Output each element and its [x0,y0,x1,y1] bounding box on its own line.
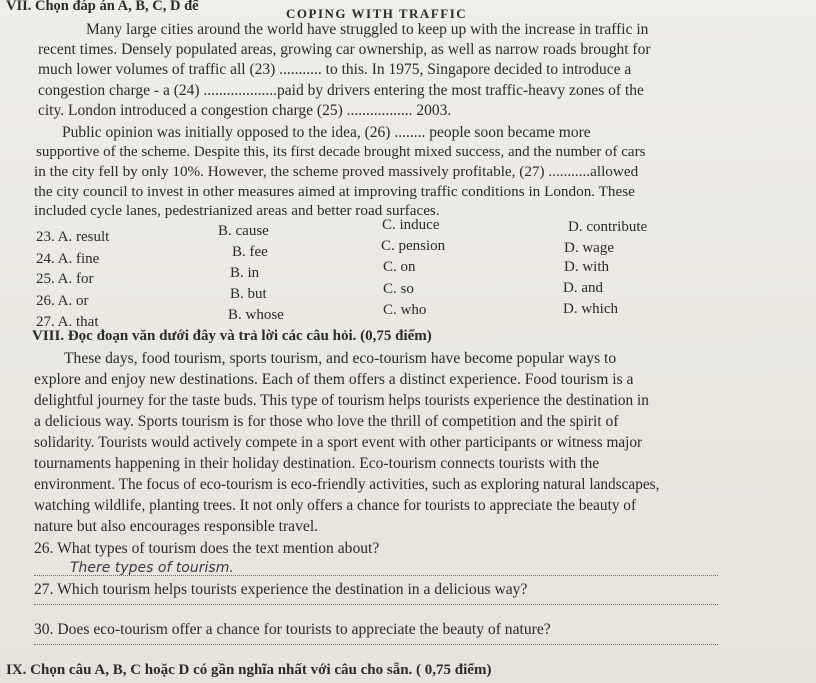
passage8-line: environment. The focus of eco-tourism is eco-friendly activities, such as exploring natural landscapes, [34,476,660,493]
option-b: B. cause [218,223,269,239]
passage7-line: congestion charge - a (24) ...................paid by drivers entering the most traffic-heavy zones of the [38,82,644,99]
handwritten-answer: There types of tourism. [70,560,234,576]
passage-title: COPING WITH TRAFFIC [286,6,468,21]
passage7-line: the city council to invest in other measures aimed at improving traffic conditions in London. These [34,183,635,200]
option-c: C. pension [381,238,446,254]
option-c: C. on [383,259,416,275]
passage7-line: recent times. Densely populated areas, growing car ownership, as well as narrow roads brought for [38,41,651,58]
answer-line[interactable] [34,604,718,605]
option-b: B. in [230,265,260,281]
question-text: 26. What types of tourism does the text mention about? [34,540,380,557]
option-b: B. fee [232,244,268,260]
passage7-line: Public opinion was initially opposed to the idea, (26) ........ people soon became more [62,124,591,141]
passage8-line: solidarity. Tourists would actively compete in a sport event with other participants or witness major [34,434,643,451]
option-d: D. wage [564,240,614,256]
section9-title: IX. Chọn câu A, B, C hoặc D có gần nghĩa nhất với câu cho sẵn. ( 0,75 điểm) [6,662,492,678]
passage8-line: tournaments happening in their holiday destination. Eco-tourism connects tourists with the [34,455,600,472]
passage8-line: a delicious way. Sports tourism is for those who love the thrill of competition and the spirit of [34,413,619,430]
answer-line[interactable] [34,644,718,645]
passage7-line: Many large cities around the world have struggled to keep up with the increase in traffic in [86,21,649,38]
option-d: D. contribute [568,219,648,235]
passage8-line: These days, food tourism, sports tourism, and eco-tourism have become popular ways to [64,350,617,367]
question-text: 30. Does eco-tourism offer a chance for tourists to appreciate the beauty of nature? [34,621,551,638]
passage8-line: delightful journey for the taste buds. This type of tourism helps tourists experience the destination in [34,392,649,409]
option-a: 27. A. that [36,314,99,330]
section7-title: VII. Chọn đáp án A, B, C, D để [6,0,199,14]
option-a: 26. A. or [36,293,89,309]
passage8-line: explore and enjoy new destinations. Each of them offers a distinct experience. Food tourism is a [34,371,634,388]
option-b: B. but [230,286,267,302]
option-a: 25. A. for [36,271,94,287]
passage7-line: supportive of the scheme. Despite this, its first decade brought mixed success, and the number of cars [36,144,646,160]
option-c: C. so [383,281,414,297]
answer-line[interactable] [34,575,718,576]
passage8-line: nature but also encourages responsible travel. [34,518,319,535]
question-text: 27. Which tourism helps tourists experience the destination in a delicious way? [34,581,528,598]
option-a: 24. A. fine [36,251,100,267]
option-b: B. whose [228,307,284,323]
passage7-line: city. London introduced a congestion charge (25) ................. 2003. [38,102,452,119]
option-c: C. induce [382,217,440,233]
passage7-line: in the city fell by only 10%. However, the scheme proved massively profitable, (27) ...........allowed [34,163,639,180]
passage7-line: much lower volumes of traffic all (23) ........... to this. In 1975, Singapore decided to introduce a [38,61,632,78]
option-c: C. who [383,302,427,318]
option-a: 23. A. result [36,229,110,245]
passage8-line: watching wildlife, planting trees. It not only offers a chance for tourists to appreciate the beauty of [34,497,637,514]
option-d: D. with [564,259,609,275]
option-d: D. which [563,301,618,317]
option-d: D. and [563,280,603,296]
passage7-line: included cycle lanes, pedestrianized areas and better road surfaces. [34,202,440,219]
section8-title: VIII. Đọc đoạn văn dưới đây và trả lời các câu hỏi. (0,75 điểm) [32,328,432,344]
